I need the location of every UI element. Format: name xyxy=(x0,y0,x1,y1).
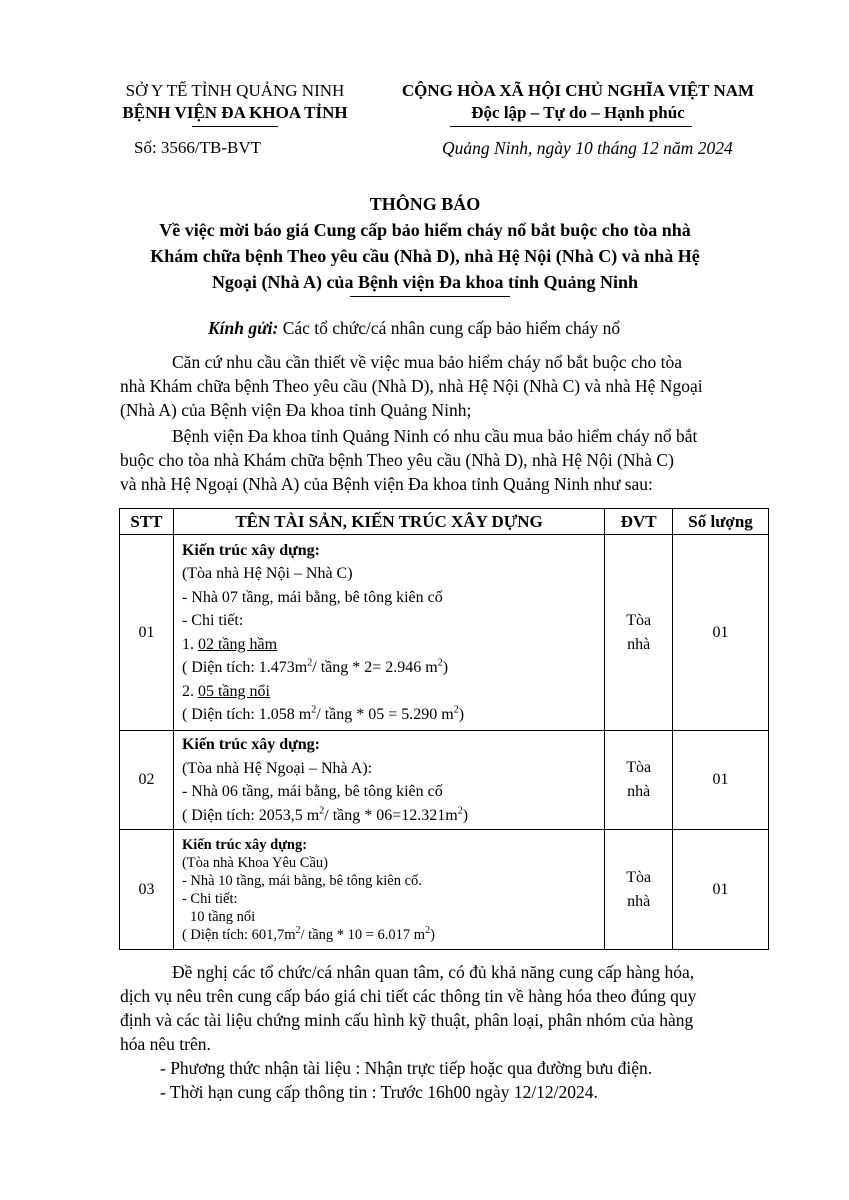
paragraph-line: nhà Khám chữa bệnh Theo yêu cầu (Nhà D), nhà Hệ Nội (Nhà C) và nhà Hệ Ngoại xyxy=(120,376,703,396)
row-unit xyxy=(605,731,673,830)
superscript: 2 xyxy=(453,704,459,716)
table-row xyxy=(120,535,769,731)
row-text: / tầng * 2= 2.946 m xyxy=(312,659,438,676)
row-stt: 01 xyxy=(120,535,174,731)
paragraph-basis xyxy=(120,350,770,422)
superscript: 2 xyxy=(295,924,301,936)
row-line xyxy=(182,680,598,704)
table-row xyxy=(120,731,769,830)
row-title: Kiến trúc xây dựng: xyxy=(181,836,308,853)
row-line: - Chi tiết: xyxy=(181,612,244,629)
row-line xyxy=(182,804,598,828)
row-stt: 03 xyxy=(120,830,174,950)
row-text: / tầng * 06=12.321m xyxy=(324,806,458,824)
title-underline xyxy=(350,296,510,297)
row-line: - Nhà 06 tầng, mái bằng, bê tông kiên cố xyxy=(181,783,443,800)
paragraph-line: định và các tài liệu chứng minh cấu hình kỹ thuật, phân loại, phân nhóm của hàng xyxy=(120,1010,694,1030)
row-line xyxy=(182,633,598,657)
row-text: / tầng * 10 = 6.017 m xyxy=(300,926,426,943)
row-text: 05 tầng nổi xyxy=(197,682,270,700)
title-line-1: Về việc mời báo giá Cung cấp bảo hiểm cháy nổ bắt buộc cho tòa nhà xyxy=(159,220,691,240)
paragraph-line: hóa nêu trên. xyxy=(120,1034,211,1054)
title-line-3: Ngoại (Nhà A) của Bệnh viện Đa khoa tỉnh Quảng Ninh xyxy=(211,272,639,292)
row-text: ) xyxy=(462,806,469,824)
paragraph-line: và nhà Hệ Ngoại (Nhà A) của Bệnh viện Đa khoa tỉnh Quảng Ninh như sau: xyxy=(120,474,653,494)
superscript: 2 xyxy=(319,805,325,817)
row-quantity: 01 xyxy=(673,830,769,950)
national-motto xyxy=(378,80,778,124)
delivery-method: - Phương thức nhận tài liệu : Nhận trực tiếp hoặc qua đường bưu điện. xyxy=(160,1058,653,1078)
org-name: BỆNH VIỆN ĐA KHOA TỈNH xyxy=(122,103,348,122)
row-stt: 02 xyxy=(120,731,174,830)
row-description xyxy=(173,731,604,830)
row-text: ) xyxy=(430,926,435,943)
superscript: 2 xyxy=(425,924,431,936)
document-number: Số: 3566/TB-BVT xyxy=(134,138,262,157)
row-line: (Tòa nhà Khoa Yêu Cầu) xyxy=(181,854,328,871)
row-title: Kiến trúc xây dựng: xyxy=(181,541,320,559)
title-line-2: Khám chữa bệnh Theo yêu cầu (Nhà D), nhà Hệ Nội (Nhà C) và nhà Hệ xyxy=(150,246,700,266)
recipient-text: Các tổ chức/cá nhân cung cấp bảo hiểm cháy nổ xyxy=(278,318,621,338)
deadline: - Thời hạn cung cấp thông tin : Trước 16h00 ngày 12/12/2024. xyxy=(160,1082,598,1102)
row-text: ( Diện tích: 601,7m xyxy=(181,926,296,943)
unit-line: Tòa xyxy=(626,868,652,886)
row-text: ) xyxy=(458,706,465,723)
row-title: Kiến trúc xây dựng: xyxy=(181,736,320,753)
row-line xyxy=(182,926,598,944)
superscript: 2 xyxy=(457,805,463,817)
paragraph-line: (Nhà A) của Bệnh viện Đa khoa tỉnh Quảng Ninh; xyxy=(120,400,472,420)
row-line xyxy=(182,703,598,727)
nation-slogan: Độc lập – Tự do – Hạnh phúc xyxy=(471,103,685,122)
row-text: 02 tầng hầm xyxy=(197,635,278,653)
motto-underline xyxy=(450,126,692,127)
row-line: (Tòa nhà Hệ Nội – Nhà C) xyxy=(181,565,353,582)
closing-section xyxy=(120,960,770,1104)
unit-line: nhà xyxy=(627,892,651,910)
row-line: - Chi tiết: xyxy=(181,890,238,907)
document-date: Quảng Ninh, ngày 10 tháng 12 năm 2024 xyxy=(442,138,733,158)
title-heading: THÔNG BÁO xyxy=(369,194,481,214)
header-quantity: Số lượng xyxy=(673,509,769,535)
paragraph-line: Căn cứ nhu cầu cần thiết về việc mua bảo hiểm cháy nổ bắt buộc cho tòa xyxy=(172,352,682,372)
row-text: ( Diện tích: 1.058 m xyxy=(181,706,312,723)
org-parent-name: SỞ Y TẾ TỈNH QUẢNG NINH xyxy=(125,81,345,100)
row-description xyxy=(173,535,604,731)
row-text: ( Diện tích: 1.473m xyxy=(181,659,308,676)
paragraph-request xyxy=(120,424,770,496)
row-quantity: 01 xyxy=(673,535,769,731)
unit-line: nhà xyxy=(627,783,651,800)
header-stt: STT xyxy=(120,509,174,535)
row-text: ( Diện tích: 2053,5 m xyxy=(181,806,320,824)
row-text: ) xyxy=(442,659,449,676)
paragraph-line: dịch vụ nêu trên cung cấp báo giá chi tiết các thông tin về hàng hóa theo đúng quy xyxy=(120,986,697,1006)
paragraph-line: buộc cho tòa nhà Khám chữa bệnh Theo yêu cầu (Nhà D), nhà Hệ Nội (Nhà C) xyxy=(120,450,674,470)
superscript: 2 xyxy=(437,657,443,669)
unit-line: Tòa xyxy=(626,759,652,776)
header-asset-name: TÊN TÀI SẢN, KIẾN TRÚC XÂY DỰNG xyxy=(173,509,604,535)
document-title xyxy=(100,191,750,295)
row-line: (Tòa nhà Hệ Ngoại – Nhà A): xyxy=(181,759,373,777)
paragraph-line: Bệnh viện Đa khoa tỉnh Quảng Ninh có nhu cầu mua bảo hiểm cháy nổ bắt xyxy=(172,426,698,446)
paragraph-line: Đề nghị các tổ chức/cá nhân quan tâm, có đủ khả năng cung cấp hàng hóa, xyxy=(172,962,695,982)
row-description xyxy=(173,830,604,950)
row-text: / tầng * 05 = 5.290 m xyxy=(316,706,454,723)
org-underline xyxy=(192,126,278,127)
unit-line: nhà xyxy=(627,635,651,653)
row-line: - Nhà 07 tầng, mái bằng, bê tông kiên cố xyxy=(181,588,443,606)
issuing-organization xyxy=(90,80,380,124)
row-unit xyxy=(605,830,673,950)
row-quantity: 01 xyxy=(673,731,769,830)
recipient-label: Kính gửi: xyxy=(208,318,279,338)
recipient xyxy=(208,318,620,339)
asset-table xyxy=(119,508,769,950)
superscript: 2 xyxy=(307,657,313,669)
table-row xyxy=(120,830,769,950)
unit-line: Tòa xyxy=(626,611,652,629)
row-unit xyxy=(605,535,673,731)
row-line: - Nhà 10 tầng, mái bằng, bê tông kiên cố. xyxy=(181,872,422,889)
table-header-row xyxy=(120,509,769,535)
header-unit: ĐVT xyxy=(605,509,673,535)
superscript: 2 xyxy=(311,704,317,716)
nation-name: CỘNG HÒA XÃ HỘI CHỦ NGHĨA VIỆT NAM xyxy=(401,81,755,100)
row-line: 10 tầng nổi xyxy=(189,908,256,925)
row-text: 1. xyxy=(181,635,198,653)
row-text: 2. xyxy=(181,682,198,700)
row-line xyxy=(182,656,598,680)
